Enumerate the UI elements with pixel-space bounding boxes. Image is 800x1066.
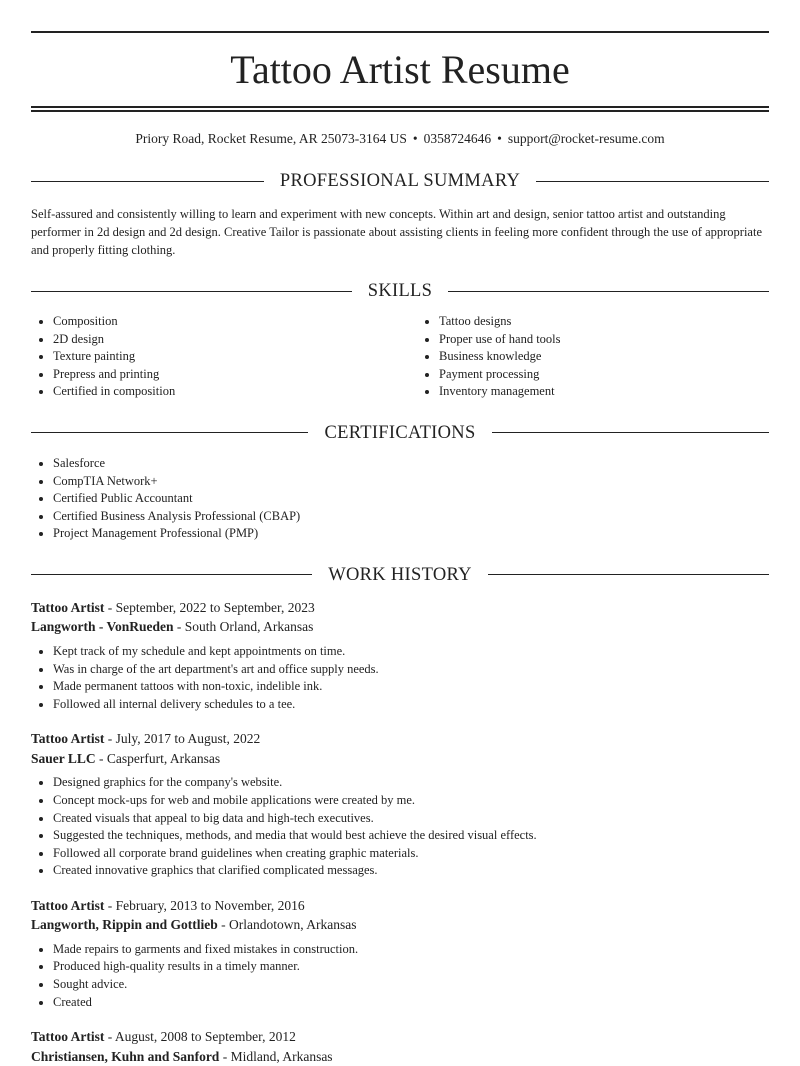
job-company: Sauer LLC <box>31 750 96 766</box>
job-entry <box>31 598 769 713</box>
job-dates: - August, 2008 to September, 2012 <box>104 1029 296 1045</box>
job-bullet: • Was in charge of the art department's art and office supply needs. <box>53 661 769 679</box>
contact-separator: • <box>412 131 418 146</box>
professional-summary-text: Self-assured and consistently willing to learn and experiment with new concepts. Within art and design, senior tattoo artist and outstanding performer in 2d design and 2d design. Creative Tailor is passionate about assisting clients in feeling more confident through the use of appropriate and properly fitting clothing. <box>31 207 762 257</box>
job-title-line <box>31 1027 769 1047</box>
job-bullets <box>31 941 769 1011</box>
contact-line <box>31 129 769 149</box>
job-company-line <box>31 915 769 935</box>
job-bullets <box>31 774 769 880</box>
title-double-rule <box>31 106 769 112</box>
divider-line <box>31 574 312 575</box>
skill-item: • Business knowledge <box>439 348 800 366</box>
section-heading-work-history <box>31 563 769 587</box>
skill-item: • Inventory management <box>439 383 800 401</box>
work-history-list <box>31 598 769 1066</box>
skill-item: • Composition <box>53 313 417 331</box>
job-company: Christiansen, Kuhn and Sanford <box>31 1048 220 1064</box>
job-dates: - July, 2017 to August, 2022 <box>104 731 261 747</box>
job-bullet: • Made permanent tattoos with non-toxic, indelible ink. <box>53 678 769 696</box>
skills-columns <box>31 313 769 401</box>
contact-address: Priory Road, Rocket Resume, AR 25073-3164 US <box>135 131 407 146</box>
section-heading-certifications <box>31 421 769 445</box>
contact-separator: • <box>497 131 502 146</box>
job-bullet: • Suggested the techniques, methods, and media that would best achieve the desired visual effects. <box>53 827 769 845</box>
job-company-line <box>31 1047 769 1066</box>
skill-item: • 2D design <box>53 331 417 349</box>
certifications-list <box>31 455 769 543</box>
job-bullet: • Made repairs to garments and fixed mistakes in construction. <box>53 941 769 959</box>
job-role: Tattoo Artist <box>31 897 105 913</box>
divider-line <box>492 432 769 433</box>
resume-title: Tattoo Artist Resume <box>230 47 570 92</box>
divider-line <box>31 181 264 182</box>
section-title-text: CERTIFICATIONS <box>324 422 476 443</box>
section-title-text: SKILLS <box>367 281 433 301</box>
contact-email: support@rocket-resume.com <box>507 131 665 146</box>
job-company-line <box>31 617 769 637</box>
divider-line <box>31 291 352 292</box>
certification-item: • Certified Public Accountant <box>53 490 769 508</box>
certification-item: • Certified Business Analysis Professional (CBAP) <box>53 508 769 526</box>
skills-list-right <box>417 313 800 401</box>
job-bullet: • Sought advice. <box>53 976 769 994</box>
divider-line <box>31 432 308 433</box>
job-location: - Casperfurt, Arkansas <box>95 750 221 766</box>
job-role: Tattoo Artist <box>31 731 105 747</box>
job-bullet: • Created innovative graphics that clarified complicated messages. <box>53 862 769 880</box>
job-title-line <box>31 729 769 749</box>
skill-item: • Tattoo designs <box>439 313 800 331</box>
job-role: Tattoo Artist <box>31 599 105 615</box>
job-entry <box>31 1027 769 1066</box>
section-title-text: PROFESSIONAL SUMMARY <box>279 171 521 191</box>
job-title-line <box>31 896 769 916</box>
resume-page <box>31 0 769 1066</box>
job-bullet: • Followed all internal delivery schedules to a tee. <box>53 696 769 714</box>
job-company: Langworth - VonRueden <box>31 619 174 635</box>
job-location: - South Orland, Arkansas <box>173 619 314 635</box>
job-bullet: • Kept track of my schedule and kept appointments on time. <box>53 643 769 661</box>
skill-item: • Texture painting <box>53 348 417 366</box>
job-dates: - February, 2013 to November, 2016 <box>104 897 305 913</box>
job-bullet: • Followed all corporate brand guidelines when creating graphic materials. <box>53 845 769 863</box>
job-location: - Midland, Arkansas <box>219 1048 333 1064</box>
job-bullet: • Created <box>53 994 769 1012</box>
job-company-line <box>31 749 769 769</box>
job-bullet: • Concept mock-ups for web and mobile applications were created by me. <box>53 792 769 810</box>
skill-item: • Prepress and printing <box>53 366 417 384</box>
skill-item: • Payment processing <box>439 366 800 384</box>
skills-list-left <box>31 313 417 401</box>
job-bullet: • Created visuals that appeal to big data and high-tech executives. <box>53 810 769 828</box>
section-title-text: WORK HISTORY <box>328 564 472 585</box>
divider-line <box>536 181 769 182</box>
job-bullet: • Designed graphics for the company's website. <box>53 774 769 792</box>
contact-phone: 0358724646 <box>423 131 492 146</box>
certification-item: • CompTIA Network+ <box>53 473 769 491</box>
job-bullet: • Produced high-quality results in a timely manner. <box>53 958 769 976</box>
job-entry <box>31 729 769 880</box>
job-bullets <box>31 643 769 713</box>
divider-line <box>488 574 769 575</box>
skill-item: • Proper use of hand tools <box>439 331 800 349</box>
job-location: - Orlandotown, Arkansas <box>217 917 357 933</box>
certification-item: • Project Management Professional (PMP) <box>53 525 769 543</box>
skill-item: • Certified in composition <box>53 383 417 401</box>
section-heading-summary <box>31 169 769 193</box>
job-title-line <box>31 598 769 618</box>
job-entry <box>31 896 769 1011</box>
section-heading-skills <box>31 279 769 303</box>
job-dates: - September, 2022 to September, 2023 <box>104 599 315 615</box>
certification-item: • Salesforce <box>53 455 769 473</box>
job-company: Langworth, Rippin and Gottlieb <box>31 917 218 933</box>
divider-line <box>448 291 769 292</box>
job-role: Tattoo Artist <box>31 1029 105 1045</box>
